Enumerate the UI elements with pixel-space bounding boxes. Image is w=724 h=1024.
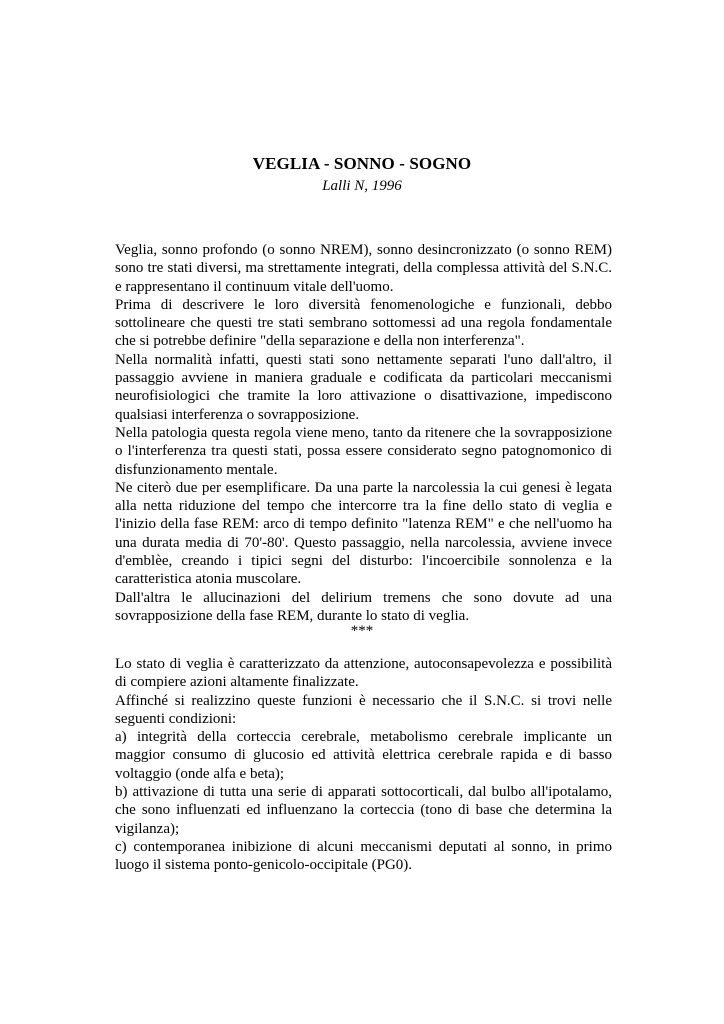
document-author: Lalli N, 1996 <box>322 178 402 194</box>
paragraph: Dall'altra le allucinazioni del delirium tremens che sono dovute ad una sovrapposizione della fase REM, durante lo stato di veglia. <box>115 589 612 624</box>
list-item: a) integrità della corteccia cerebrale, metabolismo cerebrale implicante un maggior consumo di glucosio ed attività elettrica cerebrale rapida e di basso voltaggio (onde alfa e beta); <box>115 729 612 782</box>
paragraph: Prima di descrivere le loro diversità fenomenologiche e funzionali, debbo sottolineare che questi tre stati sembrano sottomessi ad una regola fondamentale che si potrebbe definire "della separazione e della non interferenza". <box>115 296 612 350</box>
paragraph: Lo stato di veglia è caratterizzato da attenzione, autoconsapevolezza e possibilità di compiere azioni altamente finalizzate. <box>115 656 612 691</box>
paragraph: Affinché si realizzino queste funzioni è necessario che il S.N.C. si trovi nelle seguenti condizioni: <box>115 692 612 727</box>
list-item: c) contemporanea inibizione di alcuni meccanismi deputati al sonno, in primo luogo il sistema ponto-genicolo-occipitale (PG0). <box>115 838 612 874</box>
paragraph: Nella patologia questa regola viene meno, tanto da ritenere che la sovrapposizione o l'interferenza tra questi stati, possa essere considerato segno patognomonico di disfunzionamento mentale. <box>115 424 612 478</box>
list-item: b) attivazione di tutta una serie di apparati sottocorticali, dal bulbo all'ipotalamo, che sono influenzati ed influenzano la corteccia (tono di base che determina la vigilanza); <box>115 784 612 837</box>
section-veglia <box>115 655 612 875</box>
document-title: VEGLIA - SONNO - SOGNO <box>252 154 472 173</box>
section-intro <box>115 241 612 625</box>
paragraph: Nella normalità infatti, questi stati sono nettamente separati l'uno dall'altro, il passaggio avviene in maniera graduale e codificata da particolari meccanismi neurofisiologici che tramite la loro attivazione o disattivazione, impediscono qualsiasi interferenza o sovrapposizione. <box>115 351 612 423</box>
paragraph: Veglia, sonno profondo (o sonno NREM), sonno desincronizzato (o sonno REM) sono tre stati diversi, ma strettamente integrati, della complessa attività del S.N.C. e rappresentano il continuum vitale dell'uomo. <box>115 242 612 295</box>
paragraph: Ne citerò due per esemplificare. Da una parte la narcolessia la cui genesi è legata alla netta riduzione del tempo che intercorre tra la fine dello stato di veglia e l'inizio della fase REM: arco di tempo definito "latenza REM" e che nell'uomo ha una durata media di 70'-80'. Questo passaggio, nella narcolessia, avviene invece d'emblèe, creando i tipici segni del disturbo: l'incoercibile sonnolenza e la caratteristica atonia muscolare. <box>115 479 612 588</box>
section-separator: *** <box>350 623 374 639</box>
